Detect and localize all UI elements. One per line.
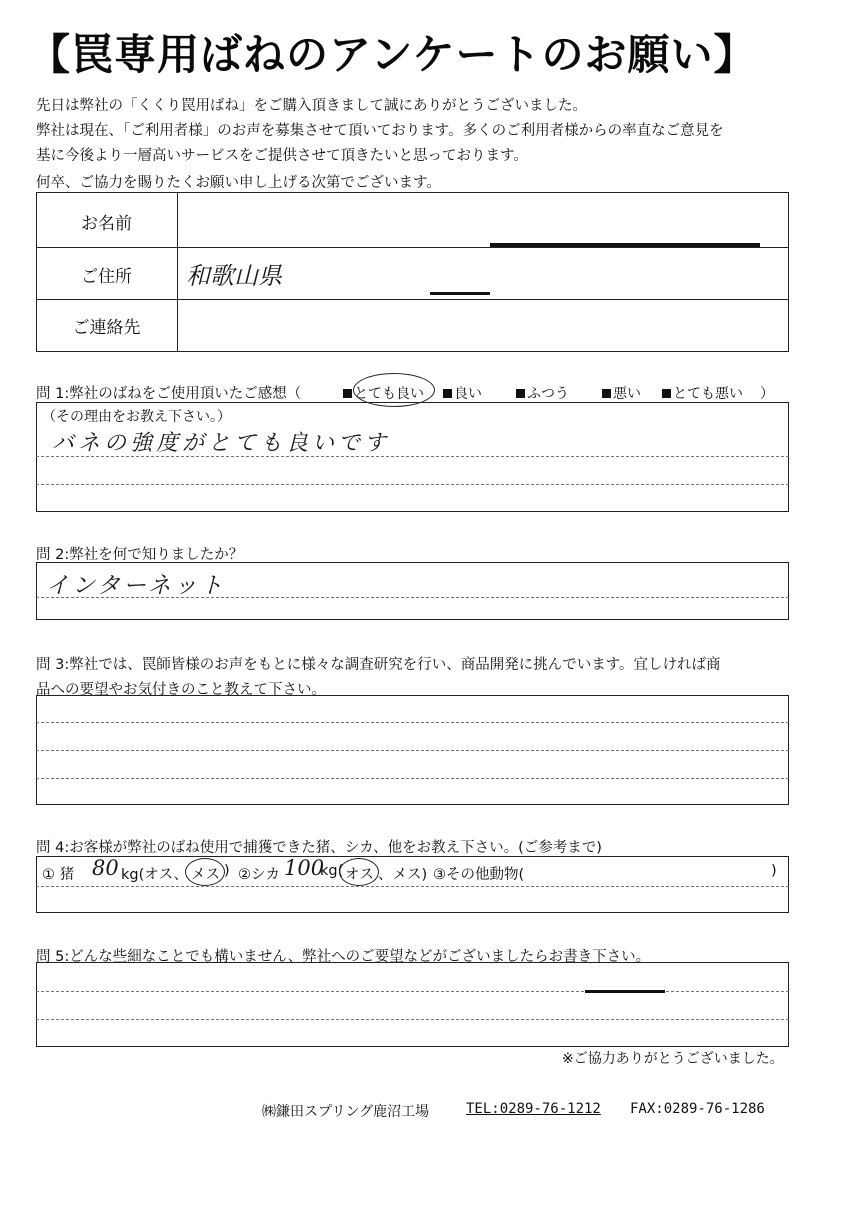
checkbox-icon <box>443 389 452 398</box>
q1-option-good[interactable]: 良い <box>443 383 482 403</box>
q1-option-average[interactable]: ふつう <box>516 383 569 403</box>
address-value[interactable]: 和歌山県 <box>186 262 282 290</box>
contact-row-line <box>36 299 789 300</box>
contact-row-line <box>36 247 789 248</box>
q3-line-2: 品への要望やお気付きのこと教えて下さい。 <box>36 682 326 698</box>
company-name: ㈱鎌田スプリング鹿沼工場 <box>262 1104 430 1120</box>
q5-answer-box[interactable] <box>36 962 789 1047</box>
selection-circle <box>185 858 225 886</box>
q4-boar-weight[interactable]: 80 <box>92 856 119 880</box>
address-label: ご住所 <box>81 267 132 287</box>
q1-answer[interactable]: バネの強度がとても良いです <box>52 431 391 456</box>
page-title: 【罠専用ばねのアンケートのお願い】 <box>28 30 757 79</box>
q4-other-label: ③その他動物( <box>433 867 525 883</box>
q1-reason-prompt: （その理由をお教え下さい。） <box>42 409 231 425</box>
selection-circle <box>339 858 379 886</box>
q5-redaction <box>585 990 665 993</box>
answer-line <box>36 484 789 485</box>
checkbox-icon <box>516 389 525 398</box>
checkbox-icon <box>602 389 611 398</box>
q3-line-1: 問 3:弊社では、罠師皆様のお声をもとに様々な調査研究を行い、商品開発に挑んでいます。宜しければ商 <box>36 657 721 673</box>
q2-text: 問 2:弊社を何で知りましたか？ <box>36 547 244 563</box>
answer-line <box>36 778 789 779</box>
q4-text: 問 4:お客様が弊社のばね使用で捕獲できた猪、シカ、他をお教え下さい。(ご参考まで) <box>36 840 602 856</box>
q1-close: ） <box>760 386 774 402</box>
q4-boar-suffix: kg(オス、 <box>121 867 189 883</box>
contact-divider <box>177 192 178 352</box>
checkbox-icon <box>343 389 352 398</box>
phone-label: ご連絡先 <box>72 318 141 338</box>
answer-line <box>36 991 789 992</box>
answer-line <box>36 750 789 751</box>
q1-option-very-good[interactable]: とても良い <box>343 383 424 403</box>
answer-line <box>36 722 789 723</box>
intro-line-2: 弊社は現在、「ご利用者様」のお声を募集させて頂いております。多くのご利用者様からの率直なご意見を <box>36 123 724 139</box>
q4-deer-rest: 、メス) <box>378 867 428 883</box>
fax-number: FAX:0289-76-1286 <box>630 1101 765 1117</box>
intro-line-4: 何卒、ご協力を賜りたくお願い申し上げる次第でございます。 <box>36 175 441 191</box>
q4-boar-prefix: ① 猪 <box>42 867 75 883</box>
q4-other-close: ) <box>771 863 777 879</box>
answer-line <box>36 886 789 887</box>
name-redaction <box>490 243 760 247</box>
q5-text: 問 5:どんな些細なことでも構いません、弊社へのご要望などがございましたらお書き下さい。 <box>36 949 651 965</box>
q4-deer-sex[interactable]: オス <box>345 867 374 883</box>
checkbox-icon <box>662 389 671 398</box>
q1-text: 問 1:弊社のばねをご使用頂いたご感想（ <box>36 386 302 402</box>
thanks-note: ※ご協力ありがとうございました。 <box>562 1051 784 1067</box>
q4-deer-weight[interactable]: 100 <box>284 856 325 880</box>
q4-deer-suffix: kg( <box>320 863 344 879</box>
intro-line-1: 先日は弊社の「くくり罠用ばね」をご購入頂きまして誠にありがとうございました。 <box>36 98 587 114</box>
intro-line-3: 基に今後より一層高いサービスをご提供させて頂きたいと思っております。 <box>36 148 528 164</box>
q4-boar-sex[interactable]: メス <box>191 867 220 883</box>
q4-deer-prefix: ②シカ <box>238 867 280 883</box>
name-label: お名前 <box>81 214 132 234</box>
answer-line <box>36 1019 789 1020</box>
q2-answer[interactable]: インターネット <box>46 573 226 599</box>
address-redaction <box>430 292 490 295</box>
tel-link[interactable]: TEL:0289-76-1212 <box>466 1101 601 1117</box>
q4-boar-close: ) <box>224 863 230 879</box>
q1-option-bad[interactable]: 悪い <box>602 383 641 403</box>
q1-option-very-bad[interactable]: とても悪い <box>662 383 743 403</box>
